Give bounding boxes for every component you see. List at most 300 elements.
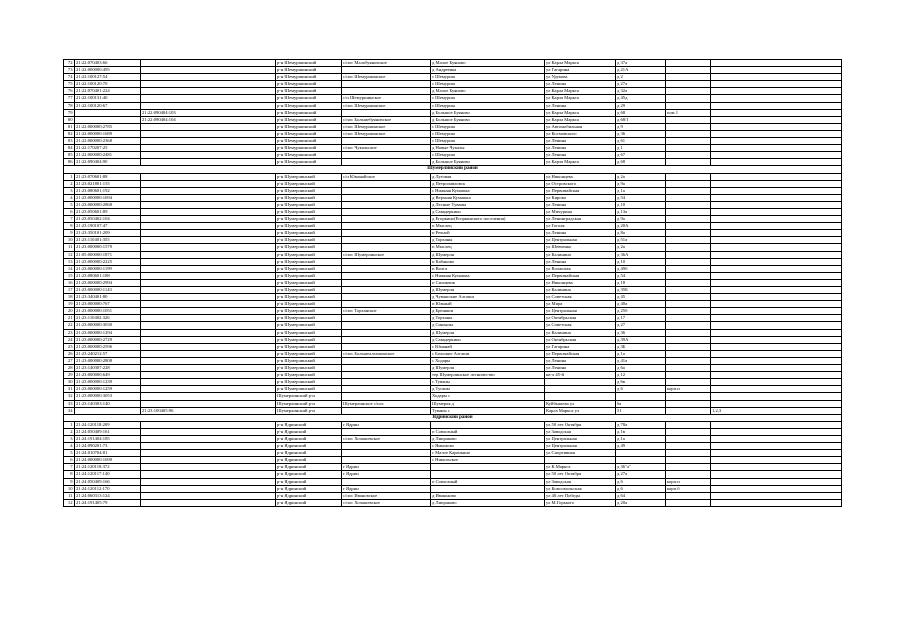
premises-cell (711, 372, 842, 379)
street-cell: ул 50 лет Октября (545, 471, 616, 478)
district-cell: р-н Ядринский (276, 485, 342, 492)
house-cell: д 45д (616, 95, 666, 102)
street-cell: ул Первомайская (545, 350, 616, 357)
locality-cell (431, 421, 545, 428)
cadastral-number-cell: 21:23:350101:209 (75, 230, 141, 237)
building-part-cell (666, 138, 711, 145)
district-cell: р-н Шумерлинский (276, 279, 342, 286)
section-title: Шумерлинский район (64, 166, 842, 173)
street-cell: ул Карла Маркса (545, 88, 616, 95)
street-cell: Куйбышева ул (545, 400, 616, 407)
locality-cell: п Силикчик (431, 279, 545, 286)
building-part-cell (666, 116, 711, 123)
building-cadastral-number-cell (141, 138, 276, 145)
locality-cell: с Нижняя Кумашка (431, 187, 545, 194)
settlement-cell: с/п Юманайское (342, 173, 431, 180)
row-number-cell: 8 (64, 223, 75, 230)
row-number-cell: 10 (64, 237, 75, 244)
row-number-cell: 33 (64, 400, 75, 407)
table-row (64, 407, 842, 414)
district-cell: р-н Шемуршинский (276, 67, 342, 74)
cadastral-number-cell: 21:24:000000:1690 (75, 457, 141, 464)
district-cell: р-н Шумерлинский (276, 251, 342, 258)
premises-cell (711, 428, 842, 435)
settlement-cell (342, 67, 431, 74)
cadastral-number-cell: 21:24:050409:166 (75, 478, 141, 485)
building-part-cell (666, 102, 711, 109)
street-cell: ул Никонцева (545, 279, 616, 286)
district-cell: р-н Шумерлинский (276, 230, 342, 237)
row-number-cell: 12 (64, 499, 75, 506)
row-number-cell: 27 (64, 357, 75, 364)
locality-cell: д Туганы (431, 386, 545, 393)
settlement-cell: с/пос Хочашевское (342, 499, 431, 506)
premises-cell (711, 294, 842, 301)
row-number-cell: 1 (64, 173, 75, 180)
settlement-cell (342, 187, 431, 194)
cadastral-number-cell: 21:23:140303:140 (75, 400, 141, 407)
premises-cell (711, 265, 842, 272)
street-cell: ул Первомайская (545, 187, 616, 194)
building-part-cell (666, 336, 711, 343)
row-number-cell: 9 (64, 230, 75, 237)
building-cadastral-number-cell (141, 365, 276, 372)
district-cell: р-н Шумерлинский (276, 287, 342, 294)
settlement-cell (342, 180, 431, 187)
street-cell: ул Октябрьская (545, 315, 616, 322)
district-cell: Шумерлинский р-н (276, 393, 342, 400)
cadastral-number-cell: 21:23:340401:80 (75, 294, 141, 301)
locality-cell: п Мыслец (431, 223, 545, 230)
building-cadastral-number-cell (141, 95, 276, 102)
building-part-cell (666, 187, 711, 194)
district-cell: р-н Шемуршинский (276, 116, 342, 123)
row-number-cell: 9 (64, 478, 75, 485)
cadastral-number-cell: 21:23:000000:1199 (75, 265, 141, 272)
cadastral-number-cell: 21:23:000000:3053 (75, 393, 141, 400)
locality-cell: д Большое Буяново (431, 116, 545, 123)
table-row (64, 123, 842, 130)
building-part-cell (666, 208, 711, 215)
premises-cell (711, 499, 842, 506)
locality-cell: с Ходары (431, 357, 545, 364)
row-number-cell: 28 (64, 365, 75, 372)
street-cell: ул Центральная (545, 308, 616, 315)
building-part-cell (666, 329, 711, 336)
row-number-cell: 4 (64, 443, 75, 450)
table-row (64, 258, 842, 265)
table-row (64, 471, 842, 478)
settlement-cell (342, 152, 431, 159)
row-number-cell: 20 (64, 308, 75, 315)
settlement-cell (342, 88, 431, 95)
district-cell: р-н Шемуршинский (276, 159, 342, 166)
premises-cell (711, 251, 842, 258)
building-part-cell: корп.и (666, 478, 711, 485)
district-cell: р-н Шумерлинский (276, 357, 342, 364)
cadastral-number-cell: 21:23:080601:192 (75, 187, 141, 194)
street-cell: ул Шевченко (545, 244, 616, 251)
settlement-cell: с/пос Шемуршинское (342, 123, 431, 130)
district-cell: р-н Шумерлинский (276, 315, 342, 322)
locality-cell: Шумерля д (431, 400, 545, 407)
cadastral-number-cell: 21:23:000000:1579 (75, 244, 141, 251)
row-number-cell: 78 (64, 102, 75, 109)
table-row (64, 116, 842, 123)
table-row (64, 230, 842, 237)
table-row (64, 74, 842, 81)
district-cell: р-н Ядринский (276, 492, 342, 499)
building-cadastral-number-cell (141, 372, 276, 379)
house-cell: д 6 (616, 485, 666, 492)
table-row (64, 450, 842, 457)
row-number-cell: 73 (64, 67, 75, 74)
house-cell (616, 393, 666, 400)
house-cell: д 1в (616, 428, 666, 435)
building-part-cell (666, 152, 711, 159)
district-cell: р-н Шумерлинский (276, 294, 342, 301)
house-cell: д 54 (616, 194, 666, 201)
premises-cell (711, 173, 842, 180)
cadastral-number-cell: 21:23:000000:649 (75, 372, 141, 379)
district-cell: р-н Шумерлинский (276, 265, 342, 272)
district-cell: р-н Ядринский (276, 435, 342, 442)
premises-cell (711, 350, 842, 357)
settlement-cell (342, 237, 431, 244)
cadastral-number-cell: 21:24:120118:209 (75, 421, 141, 428)
street-cell: ул Островского (545, 180, 616, 187)
row-number-cell: 21 (64, 315, 75, 322)
house-cell: д 13а (616, 208, 666, 215)
cadastral-number-cell: 21:22:100120:70 (75, 81, 141, 88)
building-part-cell (666, 180, 711, 187)
premises-cell (711, 180, 842, 187)
house-cell: д 45 (616, 294, 666, 301)
row-number-cell: 15 (64, 272, 75, 279)
building-part-cell (666, 237, 711, 244)
settlement-cell (342, 109, 431, 116)
district-cell: р-н Шумерлинский (276, 173, 342, 180)
settlement-cell: с/пос Малобуяновское (342, 60, 431, 67)
building-cadastral-number-cell (141, 74, 276, 81)
settlement-cell: с/пос Чукальское (342, 145, 431, 152)
settlement-cell: г Ядрин (342, 471, 431, 478)
settlement-cell: с/пос Большеалгашинское (342, 350, 431, 357)
premises-cell (711, 272, 842, 279)
row-number-cell: 86 (64, 159, 75, 166)
table-row (64, 223, 842, 230)
premises-cell (711, 67, 842, 74)
building-cadastral-number-cell (141, 450, 276, 457)
premises-cell (711, 159, 842, 166)
house-cell: д 36А (616, 251, 666, 258)
cadastral-number-cell: 21:24:120112:170 (75, 485, 141, 492)
row-number-cell: 81 (64, 123, 75, 130)
premises-cell (711, 393, 842, 400)
building-part-cell (666, 464, 711, 471)
settlement-cell (342, 407, 431, 414)
section-header-row (64, 166, 842, 173)
district-cell: Шумерлинский р-н (276, 400, 342, 407)
locality-cell: с Нижняя Кумашка (431, 272, 545, 279)
row-number-cell: 74 (64, 74, 75, 81)
building-cadastral-number-cell: 21:22:090404:103 (141, 109, 276, 116)
street-cell: ул Карла Маркса (545, 95, 616, 102)
settlement-cell: с/пос Хочашевское (342, 435, 431, 442)
house-cell (616, 457, 666, 464)
table-row (64, 251, 842, 258)
house-cell: д 25б (616, 308, 666, 315)
house-cell: д 9а (616, 180, 666, 187)
row-number-cell: 72 (64, 60, 75, 67)
cadastral-number-cell: 21:24:050409:161 (75, 428, 141, 435)
district-cell: р-н Ядринский (276, 464, 342, 471)
building-part-cell (666, 294, 711, 301)
settlement-cell (342, 287, 431, 294)
locality-cell: д Малое Буяново (431, 60, 545, 67)
table-row (64, 265, 842, 272)
street-cell: ул Ленина (545, 258, 616, 265)
building-part-cell (666, 443, 711, 450)
settlement-cell (342, 138, 431, 145)
cadastral-number-cell: 21:23:000000:1694 (75, 194, 141, 201)
house-cell: д 29 (616, 102, 666, 109)
building-cadastral-number-cell (141, 386, 276, 393)
locality-cell: с Шемурша (431, 81, 545, 88)
district-cell: р-н Шумерлинский (276, 244, 342, 251)
house-cell: д 35Б (616, 287, 666, 294)
house-cell: д 36"а" (616, 464, 666, 471)
building-part-cell (666, 60, 711, 67)
table-row (64, 216, 842, 223)
table-row (64, 152, 842, 159)
locality-cell: п Совхозный (431, 478, 545, 485)
building-cadastral-number-cell (141, 187, 276, 194)
table-row (64, 372, 842, 379)
settlement-cell (342, 81, 431, 88)
premises-cell (711, 123, 842, 130)
settlement-cell (342, 279, 431, 286)
locality-cell: д Новые Чукалы (431, 145, 545, 152)
building-part-cell (666, 350, 711, 357)
settlement-cell: Шумерлинское с/пос (342, 400, 431, 407)
house-cell: д 20А (616, 223, 666, 230)
building-cadastral-number-cell (141, 379, 276, 386)
locality-cell: с Юманай (431, 343, 545, 350)
house-cell: д 20а (616, 499, 666, 506)
row-number-cell: 85 (64, 152, 75, 159)
row-number-cell: 77 (64, 95, 75, 102)
house-cell: д 2а (616, 244, 666, 251)
locality-cell: д Андреевка (431, 67, 545, 74)
cadastral-number-cell: 21:24:191404:185 (75, 435, 141, 442)
cadastral-number-cell: 21:23:000000:2729 (75, 336, 141, 343)
building-cadastral-number-cell (141, 244, 276, 251)
settlement-cell: с/пос Шемуршинское (342, 102, 431, 109)
cadastral-number-cell: 21:24:090201:73 (75, 443, 141, 450)
building-cadastral-number-cell (141, 279, 276, 286)
building-cadastral-number-cell (141, 287, 276, 294)
street-cell: ул Заводская (545, 428, 616, 435)
street-cell: ул Автомобильная (545, 123, 616, 130)
settlement-cell: с/пос Ивановское (342, 492, 431, 499)
row-number-cell: 4 (64, 194, 75, 201)
locality-cell: с Шемурша (431, 95, 545, 102)
locality-cell: Ходары с (431, 393, 545, 400)
settlement-cell: г Ядрин (342, 464, 431, 471)
locality-cell: д Петропавловск (431, 180, 545, 187)
locality-cell: д Шумерля (431, 365, 545, 372)
street-cell: ул Урукова (545, 74, 616, 81)
building-part-cell (666, 400, 711, 407)
house-cell: д 17 (616, 315, 666, 322)
house-cell: д 27 (616, 322, 666, 329)
street-cell: ул Советская (545, 322, 616, 329)
building-part-cell (666, 393, 711, 400)
cadastral-number-cell: 21:23:050402:104 (75, 216, 141, 223)
street-cell: ул Заводская (545, 478, 616, 485)
district-cell: р-н Ядринский (276, 428, 342, 435)
locality-cell: с Ямымово (431, 443, 545, 450)
building-cadastral-number-cell (141, 88, 276, 95)
building-cadastral-number-cell (141, 400, 276, 407)
building-part-cell (666, 67, 711, 74)
building-cadastral-number-cell (141, 315, 276, 322)
building-cadastral-number-cell (141, 343, 276, 350)
cadastral-number-cell: 21:23:000000:1294 (75, 329, 141, 336)
street-cell: ул Первомайская (545, 272, 616, 279)
cadastral-number-cell: 21:22:000000:1689 (75, 130, 141, 137)
street-cell (545, 393, 616, 400)
building-part-cell (666, 421, 711, 428)
premises-cell (711, 421, 842, 428)
premises-cell (711, 478, 842, 485)
premises-cell: 1,2,3 (711, 407, 842, 414)
street-cell: ул Карла Маркса (545, 159, 616, 166)
house-cell: д 1а (616, 187, 666, 194)
building-cadastral-number-cell (141, 308, 276, 315)
building-cadastral-number-cell (141, 251, 276, 258)
locality-cell: с Шемурша (431, 74, 545, 81)
house-cell: д 27а (616, 81, 666, 88)
house-cell: д 1а (616, 435, 666, 442)
cadastral-number-cell: 21:22:000000:2481 (75, 152, 141, 159)
row-number-cell: 7 (64, 464, 75, 471)
settlement-cell (342, 208, 431, 215)
district-cell: Шумерлинский р-н (276, 407, 342, 414)
district-cell: р-н Шумерлинский (276, 336, 342, 343)
row-number-cell: 5 (64, 450, 75, 457)
row-number-cell: 10 (64, 485, 75, 492)
table-row (64, 443, 842, 450)
house-cell: д 9 (616, 123, 666, 130)
settlement-cell (342, 265, 431, 272)
house-cell: д 51а (616, 237, 666, 244)
row-number-cell: 7 (64, 216, 75, 223)
street-cell: ул Спортивная (545, 450, 616, 457)
table-row (64, 393, 842, 400)
locality-cell: д Лесные Туваны (431, 201, 545, 208)
building-cadastral-number-cell (141, 237, 276, 244)
district-cell: р-н Шумерлинский (276, 180, 342, 187)
cadastral-number-cell: 21:23:000000:3030 (75, 322, 141, 329)
premises-cell (711, 152, 842, 159)
premises-cell (711, 130, 842, 137)
settlement-cell (342, 322, 431, 329)
cadastral-number-cell (75, 407, 141, 414)
building-part-cell (666, 159, 711, 166)
cadastral-number-cell: 21:23:000000:2225 (75, 258, 141, 265)
building-part-cell (666, 407, 711, 414)
settlement-cell (342, 443, 431, 450)
cadastral-number-cell: 21:22:000000:2368 (75, 138, 141, 145)
building-cadastral-number-cell (141, 265, 276, 272)
street-cell: ул Ленина (545, 138, 616, 145)
table-row (64, 287, 842, 294)
row-number-cell: 25 (64, 343, 75, 350)
cadastral-number-cell: 21:23:000000:1259 (75, 386, 141, 393)
building-cadastral-number-cell (141, 357, 276, 364)
cadastral-number-cell: 21:22:000000:2785 (75, 123, 141, 130)
table-row (64, 499, 842, 506)
row-number-cell: 11 (64, 244, 75, 251)
house-cell: д 41а (616, 357, 666, 364)
house-cell: д 61 (616, 138, 666, 145)
district-cell: р-н Шемуршинский (276, 81, 342, 88)
house-cell: д 27а (616, 471, 666, 478)
locality-cell: п Совхозный (431, 428, 545, 435)
district-cell: р-н Шумерлинский (276, 272, 342, 279)
building-cadastral-number-cell (141, 102, 276, 109)
cadastral-number-cell: 21:23:000000:2596 (75, 343, 141, 350)
row-number-cell: 6 (64, 208, 75, 215)
house-cell: д 9а (616, 216, 666, 223)
house-cell: д 1а (616, 350, 666, 357)
street-cell: ул Ленинградская (545, 216, 616, 223)
street-cell: ул Карла Маркса (545, 60, 616, 67)
street-cell: ул 50 лет Октября (545, 421, 616, 428)
cadastral-number-cell: 21:23:110401:355 (75, 237, 141, 244)
cadastral-number-cell: 21:22:100120:67 (75, 102, 141, 109)
settlement-cell: с/пос Шемуршинское (342, 74, 431, 81)
premises-cell (711, 74, 842, 81)
street-cell: ул Центральная (545, 237, 616, 244)
cadastral-number-cell: 21:23:000000:2994 (75, 279, 141, 286)
locality-cell: п Речной (431, 230, 545, 237)
street-cell: ул Гагарина (545, 67, 616, 74)
street-cell: ул Мичурина (545, 208, 616, 215)
table-row (64, 138, 842, 145)
premises-cell (711, 336, 842, 343)
row-number-cell: 17 (64, 287, 75, 294)
locality-cell: д Липраково (431, 435, 545, 442)
cadastral-number-cell: 21:24:120117:140 (75, 471, 141, 478)
row-number-cell: 12 (64, 251, 75, 258)
table-row (64, 208, 842, 215)
table-row (64, 421, 842, 428)
premises-cell (711, 237, 842, 244)
street-cell (545, 386, 616, 393)
row-number-cell: 80 (64, 116, 75, 123)
building-part-cell (666, 287, 711, 294)
settlement-cell: с/пос Шемуршинское (342, 130, 431, 137)
house-cell: д 32а (616, 88, 666, 95)
row-number-cell: 3 (64, 187, 75, 194)
premises-cell (711, 138, 842, 145)
locality-cell (431, 485, 545, 492)
building-cadastral-number-cell (141, 435, 276, 442)
premises-cell (711, 208, 842, 215)
